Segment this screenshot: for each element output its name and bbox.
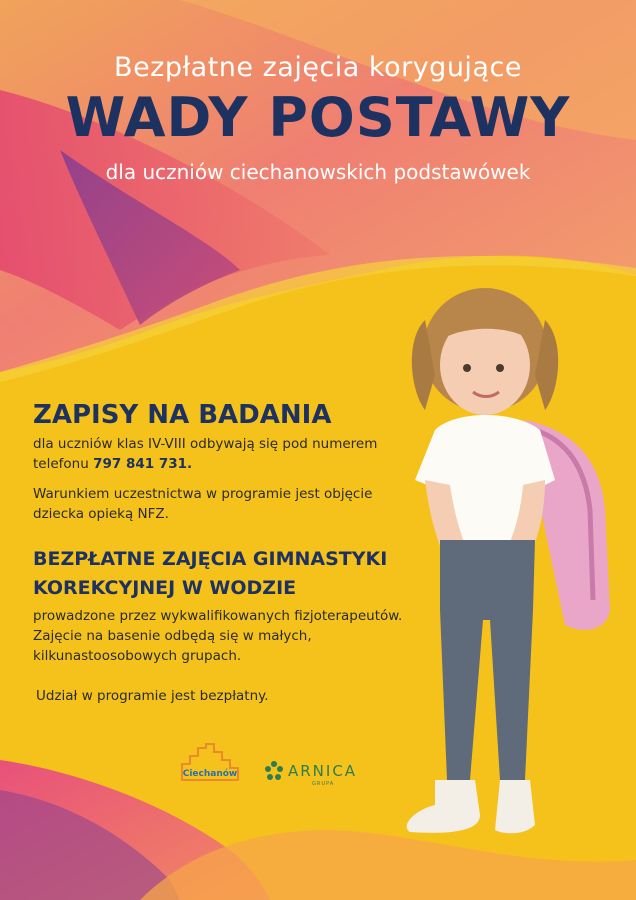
condition-text: Warunkiem uczestnictwa w programie jest objęcie dziecka opieką NFZ. (33, 486, 373, 522)
girl-with-backpack-image (395, 280, 625, 880)
arnica-logo-name: ARNICA (288, 762, 358, 780)
tagline: dla uczniów ciechanowskich podstawówek (105, 160, 531, 184)
city-logo-text: Ciechanów (182, 769, 238, 779)
free-participation-note: Udział w programie jest bezpłatny. (36, 688, 269, 704)
gymnastics-description: prowadzone przez wykwalifikowanych fizjoterapeutów. Zajęcie na basenie odbędą się w małych, kilkunastoosobowych grupach. (33, 608, 403, 664)
ciechanow-logo-icon (178, 740, 242, 784)
registration-text (33, 434, 413, 474)
arnica-logo-sub: GRUPA (312, 781, 335, 787)
subtitle: Bezpłatne zajęcia korygujące (114, 52, 522, 83)
gymnastics-heading-line2: KOREKCYJNEJ W WODZIE (33, 577, 297, 599)
registration-text-part: dla uczniów klas IV-VIII odbywają się pod numerem telefonu (33, 436, 378, 472)
registration-heading: ZAPISY NA BADANIA (33, 400, 332, 430)
phone-number: 797 841 731. (93, 456, 193, 472)
gymnastics-heading-line1: BEZPŁATNE ZAJĘCIA GIMNASTYKI (33, 548, 388, 570)
gymnastics-heading (33, 545, 433, 603)
page-title: WADY POSTAWY (65, 86, 571, 149)
